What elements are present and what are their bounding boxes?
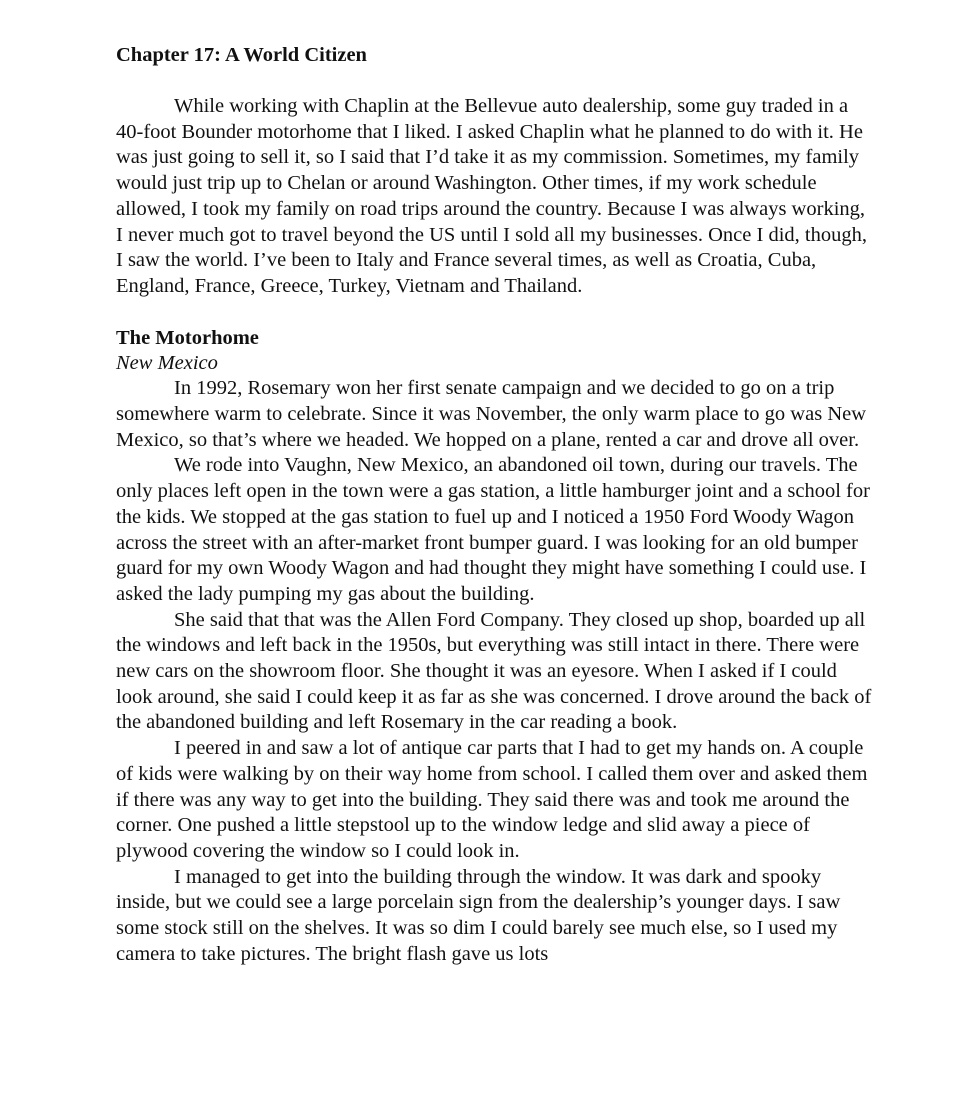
body-paragraph: We rode into Vaughn, New Mexico, an abandoned oil town, during our travels. The only places left open in the town were a gas station, a little hamburger joint and a school for the kids. We stopped at the gas station to fuel up and I noticed a 1950 Ford Woody Wagon across the street with an after-market front bumper guard. I was looking for an old bumper guard for my own Woody Wagon and had thought they might have something I could use. I asked the lady pumping my gas about the building. (116, 454, 870, 605)
body-paragraph: I peered in and saw a lot of antique car parts that I had to get my hands on. A couple of kids were walking by on their way home from school. I called them over and asked them if there was any way to get into the building. They said there was and took me around the corner. One pushed a little stepstool up to the window ledge and slid away a piece of plywood covering the window so I could look in. (116, 737, 868, 862)
body-paragraph: She said that that was the Allen Ford Company. They closed up shop, boarded up all the windows and left back in the 1950s, but everything was still intact in there. There were new cars on the showroom floor. She thought it was an eyesore. When I asked if I could look around, she said I could keep it as far as she was concerned. I drove around the back of the abandoned building and left Rosemary in the car reading a book. (116, 608, 872, 734)
body-paragraph: In 1992, Rosemary won her first senate campaign and we decided to go on a trip somewhere warm to celebrate. Since it was November, the only warm place to go was New Mexico, so that’s where we headed. We hopped on a plane, rented a car and drove all over. (116, 377, 867, 451)
chapter-title: Chapter 17: A World Citizen (116, 44, 367, 66)
page-content (116, 42, 876, 968)
section-title: The Motorhome (116, 326, 259, 349)
section-subtitle: New Mexico (116, 351, 218, 374)
body-paragraph: I managed to get into the building through the window. It was dark and spooky inside, but we could see a large porcelain sign from the dealership’s younger days. I saw some stock still on the shelves. It was so dim I could barely see much else, so I used my camera to take pictures. The bright flash gave us lots (116, 865, 841, 965)
intro-paragraph: While working with Chaplin at the Bellevue auto dealership, some guy traded in a 40-foot Bounder motorhome that I liked. I asked Chaplin what he planned to do with it. He was just going to sell it, so I said that I’d take it as my commission. Sometimes, my family would just trip up to Chelan or around Washington. Other times, if my work schedule allowed, I took my family on road trips around the country. Because I was always working, I never much got to travel beyond the US until I sold all my businesses. Once I did, though, I saw the world. I’ve been to Italy and France several times, as well as Croatia, Cuba, England, France, Greece, Turkey, Vietnam and Thailand. (116, 95, 867, 297)
